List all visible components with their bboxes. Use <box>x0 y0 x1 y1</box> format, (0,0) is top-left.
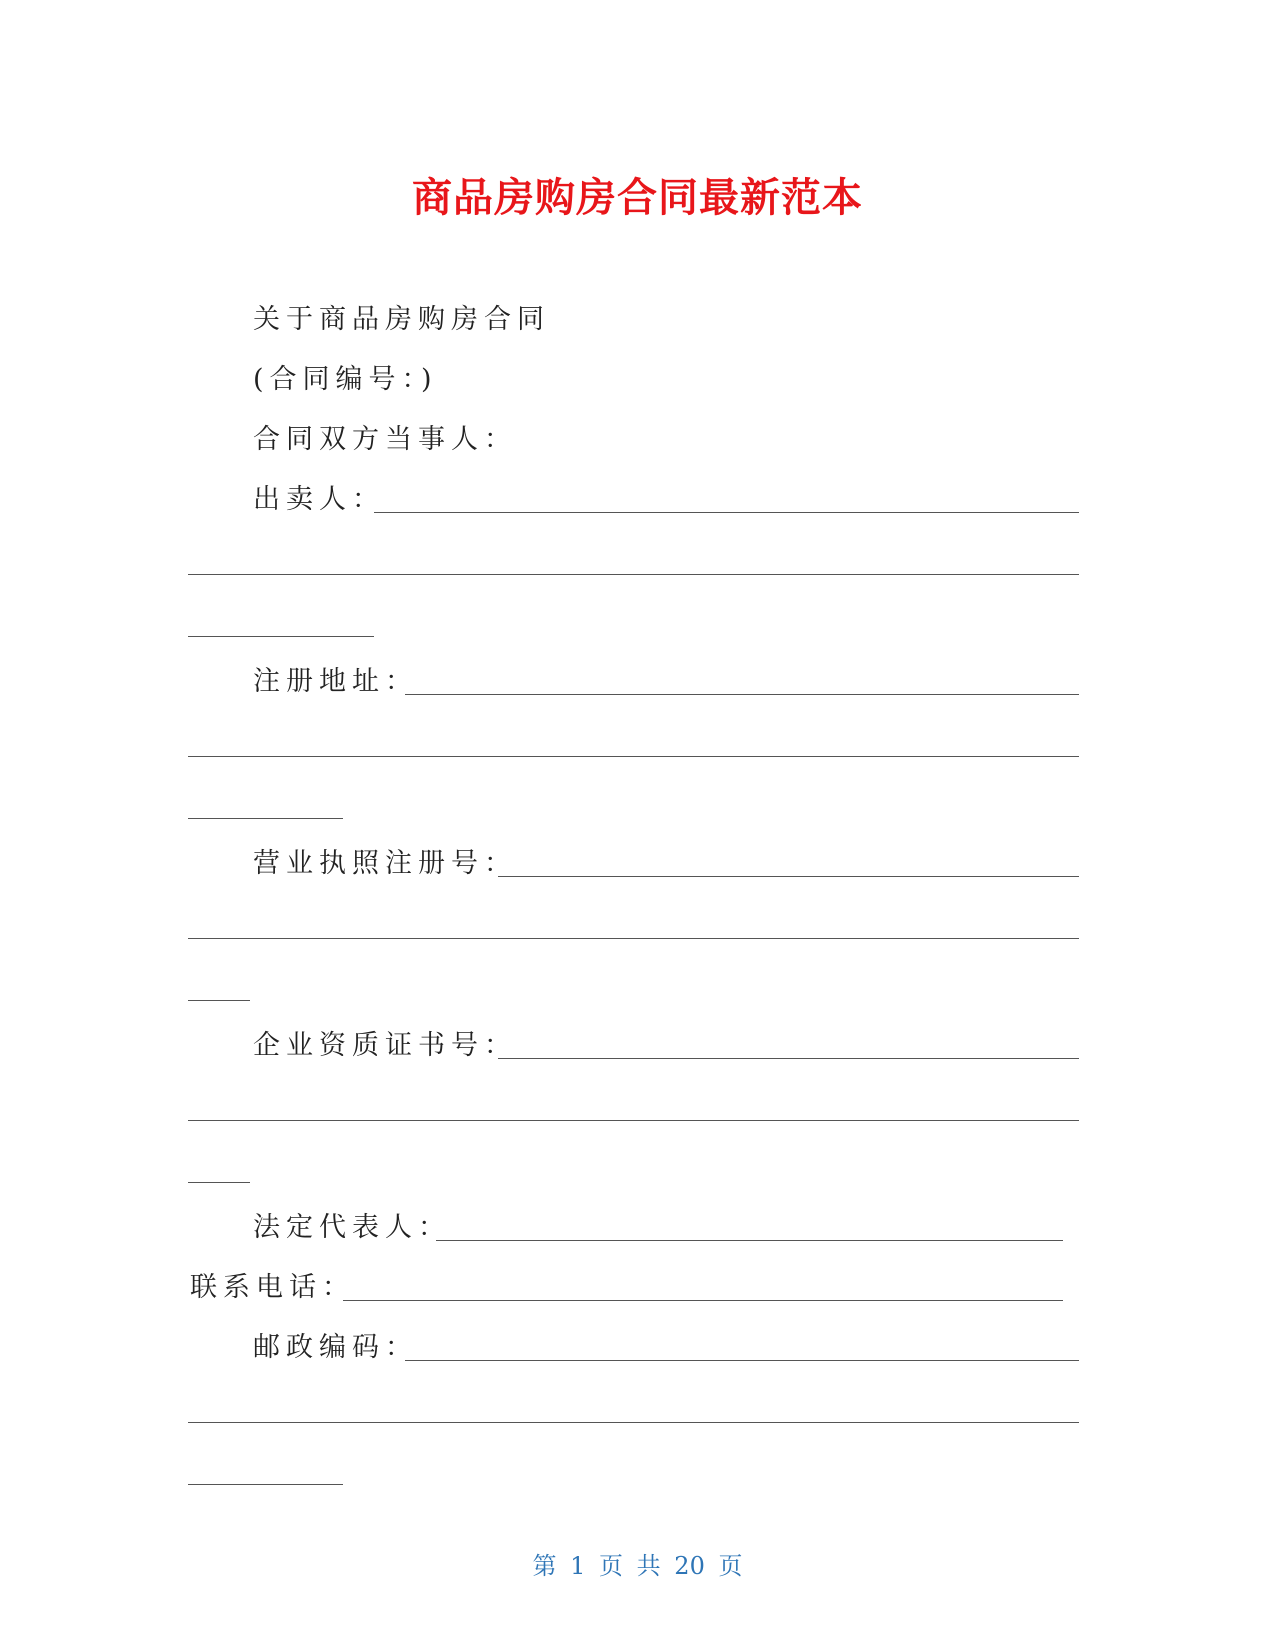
legal-representative-blank[interactable] <box>436 1240 1063 1241</box>
qualification-number-blank-cont[interactable] <box>188 1120 1079 1121</box>
legal-representative-label: 法定代表人： <box>253 1212 451 1243</box>
postcode-blank-cont[interactable] <box>188 1422 1079 1423</box>
phone-blank[interactable] <box>343 1300 1063 1301</box>
postcode-blank[interactable] <box>405 1360 1079 1361</box>
seller-blank-cont[interactable] <box>188 574 1079 575</box>
reg-address-blank[interactable] <box>405 694 1079 695</box>
license-number-blank[interactable] <box>498 876 1079 877</box>
contract-number-line: (合同编号：) <box>253 364 438 395</box>
reg-address-label: 注册地址： <box>253 666 418 697</box>
document-title: 商品房购房合同最新范本 <box>412 175 863 221</box>
seller-blank[interactable] <box>374 512 1079 513</box>
qualification-number-blank-end[interactable] <box>188 1182 250 1183</box>
license-number-blank-cont[interactable] <box>188 938 1079 939</box>
page-number-footer: 第 1 页 共 20 页 <box>532 1552 743 1580</box>
qualification-number-label: 企业资质证书号： <box>253 1030 517 1061</box>
seller-label: 出卖人： <box>253 484 385 515</box>
seller-blank-end[interactable] <box>188 636 374 637</box>
license-number-label: 营业执照注册号： <box>253 848 517 879</box>
reg-address-blank-end[interactable] <box>188 818 343 819</box>
postcode-label: 邮政编码： <box>253 1332 418 1363</box>
subject-line: 关于商品房购房合同 <box>253 304 550 335</box>
reg-address-blank-cont[interactable] <box>188 756 1079 757</box>
phone-label: 联系电话： <box>190 1272 355 1303</box>
qualification-number-blank[interactable] <box>498 1058 1079 1059</box>
parties-heading: 合同双方当事人： <box>253 424 517 455</box>
license-number-blank-end[interactable] <box>188 1000 250 1001</box>
postcode-blank-end[interactable] <box>188 1484 343 1485</box>
